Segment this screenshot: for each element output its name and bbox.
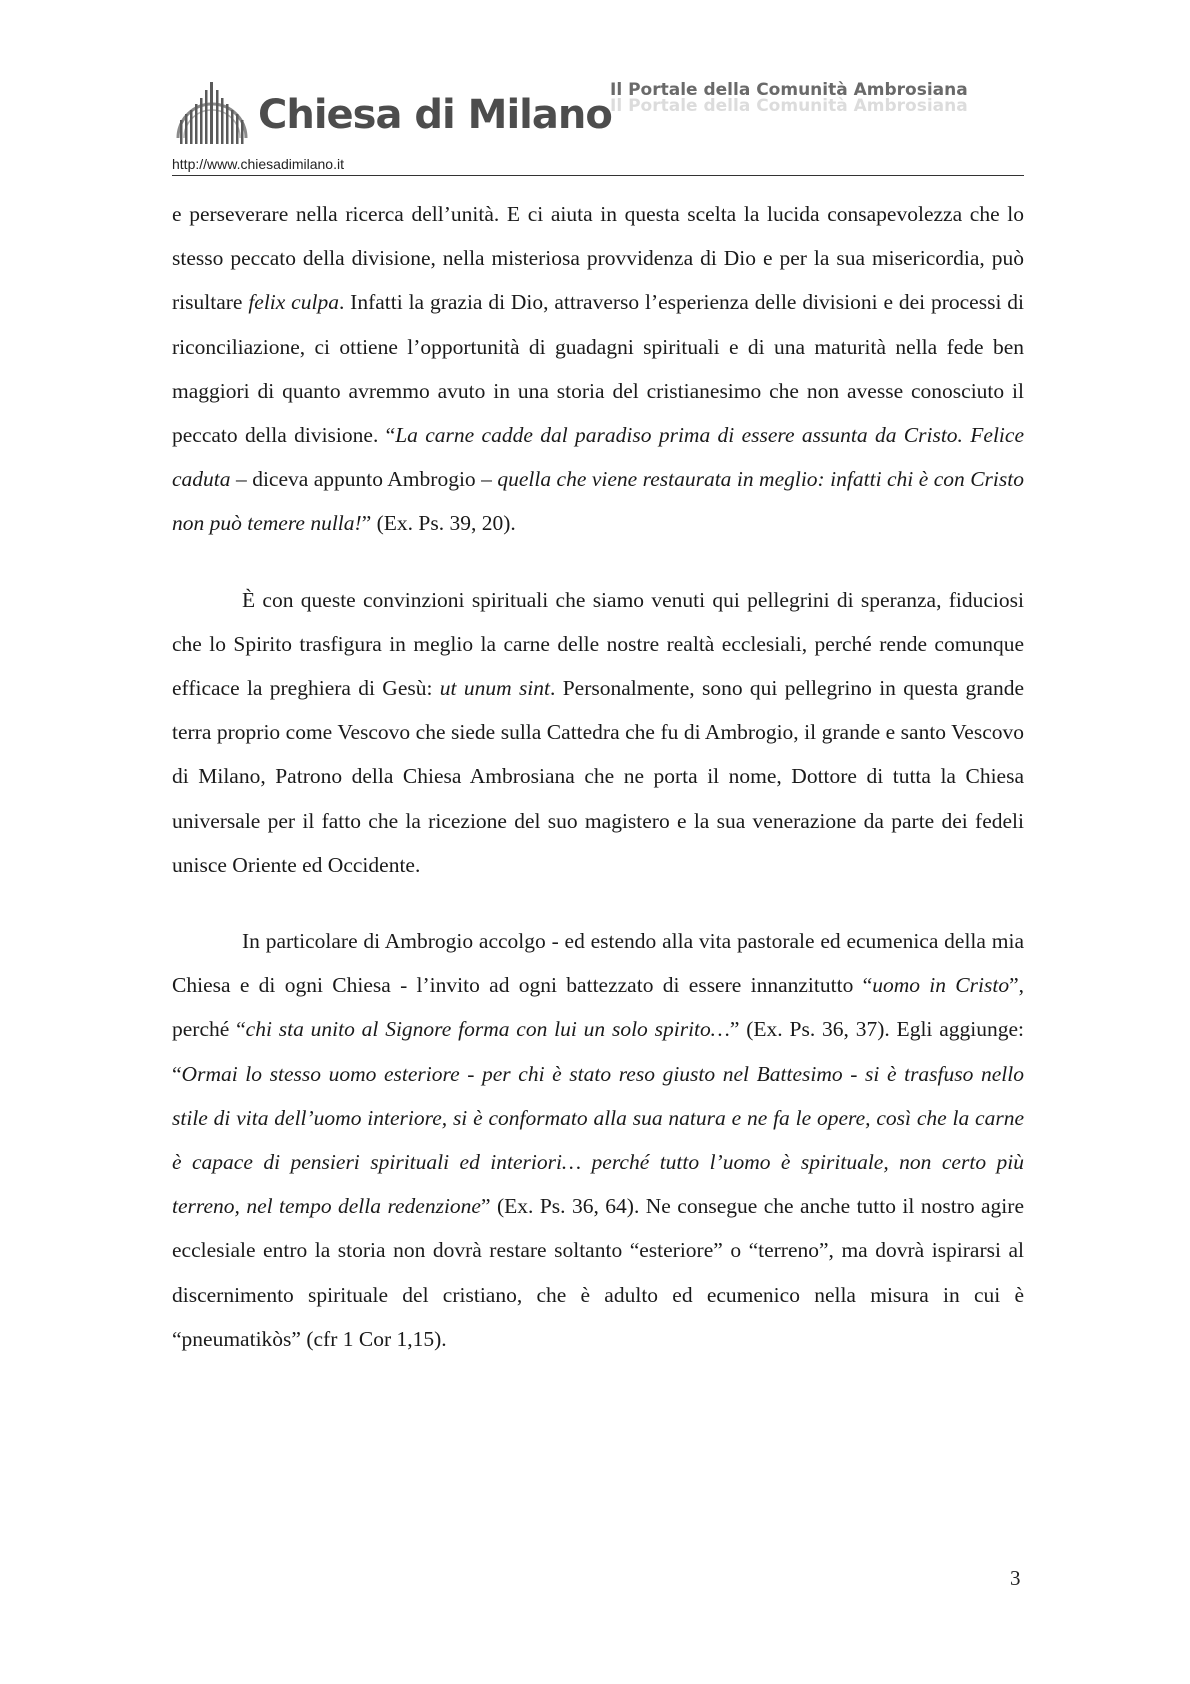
paragraph-3 — [172, 919, 1024, 1361]
text-run: ”, perché “ — [172, 973, 1025, 1042]
text-run: . Personalmente, sono qui pellegrino in questa grande terra proprio come Vescovo che siede sulla Cattedra che fu di Ambrogio, il grande e santo Vescovo di Milano, Patrono della Chiesa Ambrosiana che ne porta il nome, Dottore di tutta la Chiesa universale per il fatto che la ricezione del suo magistero e la sua venerazione da parte dei fedeli unisce Oriente ed Occidente. — [172, 676, 1024, 877]
text-run: e perseverare nella ricerca dell’unità. E ci aiuta in questa scelta la lucida consapevolezza che lo stesso peccato della divisione, nella misteriosa provvidenza di Dio e per la sua misericordia, può risultare — [172, 202, 1024, 315]
text-run: ” (Ex. Ps. 36, 37). Egli aggiunge: “ — [172, 1017, 1024, 1086]
italic-text: chi sta unito al Signore forma con lui un solo spirito… — [245, 1017, 730, 1042]
site-url: http://www.chiesadimilano.it — [172, 156, 344, 172]
paragraph-1 — [172, 192, 1024, 546]
page-number: 3 — [1010, 1566, 1021, 1590]
text-run: . Infatti la grazia di Dio, attraverso l’esperienza delle divisioni e dei processi di riconciliazione, ci ottiene l’opportunità di guadagni spirituali e di una maturità nella fede ben maggiori di quanto avremmo avuto in una storia del cristianesimo che non avesse conosciuto il peccato della divisione. “ — [172, 290, 1025, 448]
brand-name: Chiesa di Milano — [258, 92, 612, 138]
page-header — [172, 70, 1024, 178]
italic-text: quella che viene restaurata in meglio: infatti chi è con Cristo non può temere nulla! — [172, 467, 1024, 536]
cathedral-logo-icon — [172, 76, 252, 148]
text-run: In particolare di Ambrogio accolgo - ed estendo alla vita pastorale ed ecumenica della mia Chiesa e di ogni Chiesa - l’invito ad ogni battezzato di essere innanzitutto “ — [172, 929, 1024, 998]
portal-tagline-shadow: Il Portale della Comunità Ambrosiana — [610, 96, 968, 116]
paragraph-2 — [172, 578, 1024, 887]
italic-text: uomo in Cristo — [872, 973, 1010, 998]
header-divider — [172, 175, 1024, 176]
text-run: È con queste convinzioni spirituali che siamo venuti qui pellegrini di speranza, fiduciosi che lo Spirito trasfigura in meglio la carne delle nostre realtà ecclesiali, perché rende comunque efficace la preghiera di Gesù: — [172, 587, 1024, 701]
italic-text: Ormai lo stesso uomo esteriore - per chi è stato reso giusto nel Battesimo - si è trasfuso nello stile di vita dell’uomo interiore, si è conformato alla sua natura e ne fa le opere, così che la carne è capace di pensieri spirituali ed interiori… perché tutto l’uomo è spirituale, non certo più terreno, nel tempo della redenzione — [172, 1061, 1024, 1219]
text-run: ” (Ex. Ps. 39, 20). — [361, 511, 516, 536]
italic-text: La carne cadde dal paradiso prima di essere assunta da Cristo. Felice caduta — [172, 423, 1024, 492]
italic-text: felix culpa — [248, 290, 339, 315]
document-body — [172, 192, 1024, 1361]
italic-text: ut unum sint — [439, 676, 551, 701]
portal-tagline: Il Portale della Comunità Ambrosiana — [610, 80, 968, 100]
text-run: ” (Ex. Ps. 36, 64). Ne consegue che anche tutto il nostro agire ecclesiale entro la storia non dovrà restare soltanto “esteriore” o “terreno”, ma dovrà ispirarsi al discernimento spirituale del cristiano, che è adulto ed ecumenico nella misura in cui è “pneumatikòs” (cfr 1 Cor 1,15). — [172, 1194, 1024, 1351]
text-run: – diceva appunto Ambrogio – — [230, 467, 498, 492]
